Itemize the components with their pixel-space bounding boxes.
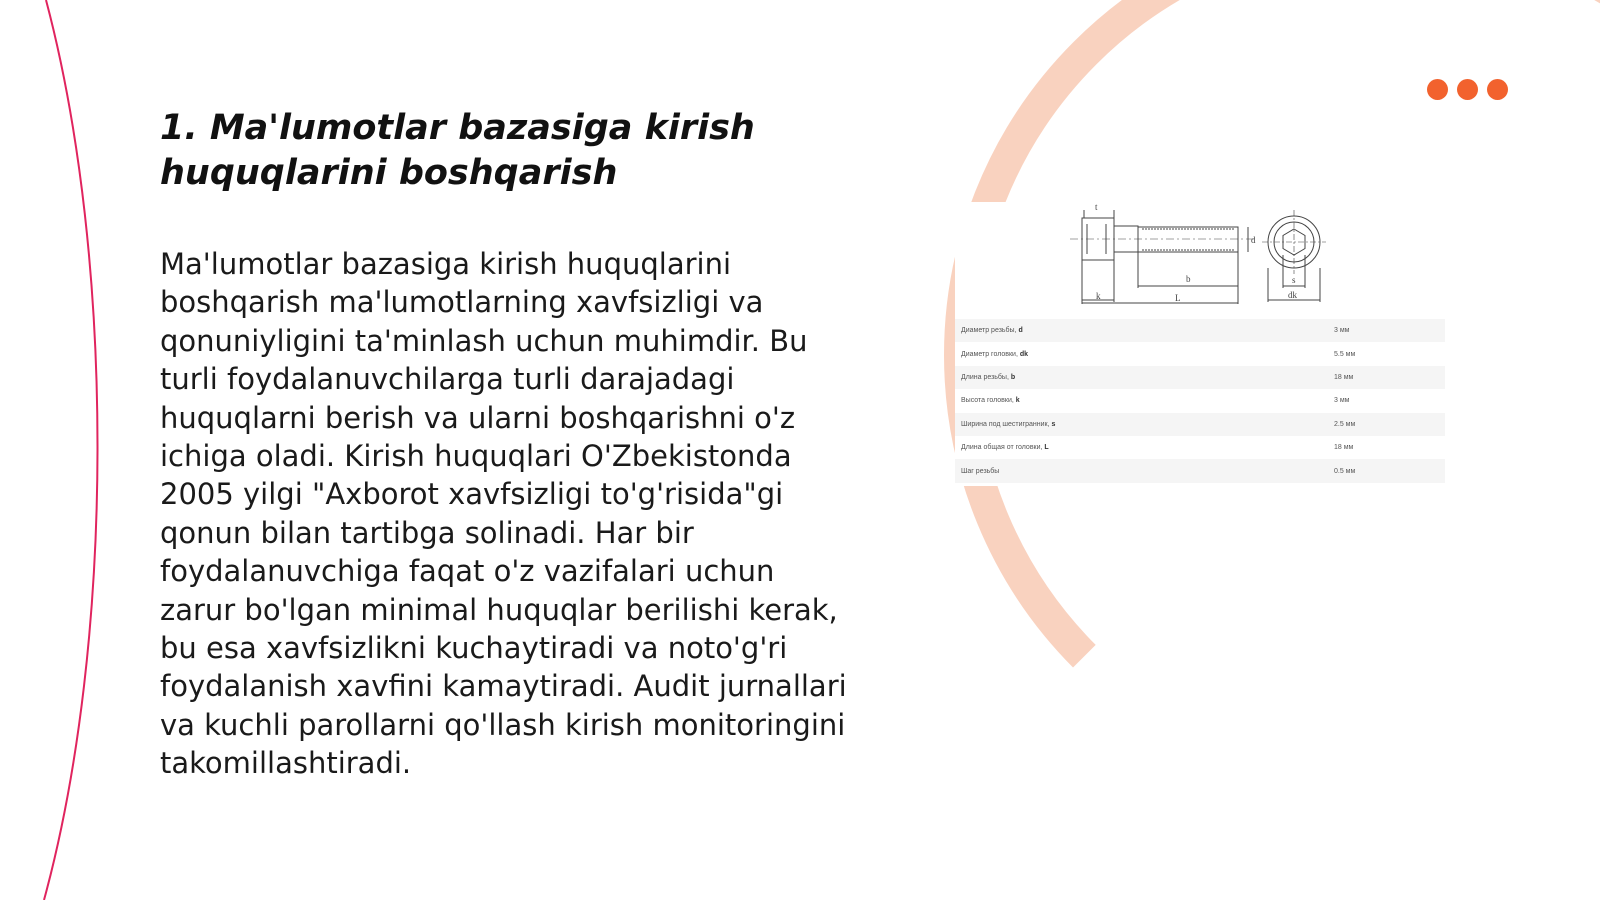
table-row (955, 436, 1445, 459)
table-row (955, 413, 1445, 436)
spec-label: Шаг резьбы (955, 459, 1328, 482)
spec-value: 3 мм (1328, 319, 1445, 342)
dot-icon (1487, 79, 1508, 100)
slide-body-text: Ma'lumotlar bazasiga kirish huquqlarini boshqarish ma'lumotlarning xavfsizligi va qonuniyligini ta'minlash uchun muhimdir. Bu turli foydalanuvchilarga turli darajadagi huquqlarni berish va ularni boshqarishni o'z ichiga oladi. Kirish huquqlari O'Zbekistonda 2005 yilgi "Axborot xavfsizligi to'g'risida"gi qonun bilan tartibga solinadi. Har bir foydalanuvchiga faqat o'z vazifalari uchun zarur bo'lgan minimal huquqlar berilishi kerak, bu esa xavfsizlikni kuchaytiradi va noto'g'ri foydalanish xavfini kamaytiradi. Audit jurnallari va kuchli parollarni qo'llash kirish monitoringini takomillashtiradi. (160, 247, 847, 781)
spec-value: 18 мм (1334, 444, 1354, 452)
spec-label: Длина резьбы, b (955, 366, 1328, 389)
spec-value: 3 мм (1334, 397, 1350, 405)
left-accent-line (44, 0, 98, 900)
dim-label-s: s (1292, 275, 1296, 285)
table-row (955, 366, 1445, 389)
screw-specification-image (955, 202, 1445, 486)
dim-label-k: k (1096, 291, 1101, 301)
screw-technical-drawing (955, 202, 1445, 314)
spec-label: Диаметр головки, dk (961, 350, 1029, 358)
spec-label: Диаметр резьбы, d (955, 319, 1328, 342)
table-row (955, 389, 1445, 412)
spec-label: Высота головки, k (961, 397, 1020, 405)
slide-title: 1. Ma'lumotlar bazasiga kirish huquqlarini boshqarish (160, 108, 755, 193)
dim-label-L: L (1175, 293, 1181, 303)
dot-icon (1427, 79, 1448, 100)
menu-dots-icon (1427, 79, 1508, 100)
table-row (955, 459, 1445, 482)
spec-value: 18 мм (1328, 366, 1445, 389)
spec-value: 0.5 мм (1328, 459, 1445, 482)
spec-value: 2.5 мм (1328, 413, 1445, 436)
spec-table (955, 319, 1445, 483)
dim-label-b: b (1186, 274, 1191, 284)
spec-value: 5.5 мм (1334, 350, 1356, 358)
table-row (955, 319, 1445, 342)
table-row (955, 342, 1445, 365)
dim-label-dk: dk (1288, 290, 1297, 300)
spec-label: Ширина под шестигранник, s (955, 413, 1328, 436)
dim-label-d: d (1251, 235, 1256, 245)
spec-label: Длина общая от головки, L (961, 444, 1049, 452)
dim-label-t: t (1095, 202, 1098, 212)
dot-icon (1457, 79, 1478, 100)
